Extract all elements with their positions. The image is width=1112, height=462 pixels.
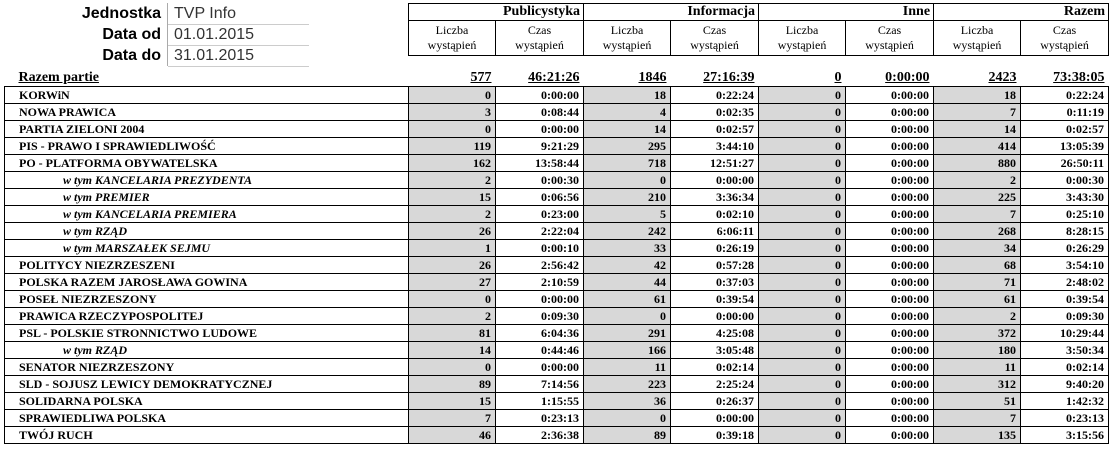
table-cell: 577	[470, 70, 492, 85]
party-name: TWÓJ RUCH	[5, 427, 409, 444]
table-row	[5, 121, 1109, 138]
table-cell: 8:28:15	[1021, 223, 1109, 240]
table-cell: 0:00:00	[671, 308, 759, 325]
party-name: SENATOR NIEZRZESZONY	[5, 359, 409, 376]
table-cell: 162	[409, 155, 496, 172]
table-cell: 2	[934, 308, 1021, 325]
table-cell: 0:02:57	[671, 121, 759, 138]
party-name: Razem partie	[18, 70, 99, 85]
table-cell: 71	[934, 274, 1021, 291]
meta-row-date-from	[4, 24, 309, 45]
table-cell: 718	[584, 155, 671, 172]
party-name: w tym PREMIER	[5, 189, 409, 206]
table-cell: 2:48:02	[1021, 274, 1109, 291]
sub-header-line: Czas	[702, 23, 727, 37]
table-cell: 180	[934, 342, 1021, 359]
sub-header	[496, 21, 584, 56]
table-cell: 2	[409, 206, 496, 223]
table-row	[5, 410, 1109, 427]
party-name: PO - PLATFORMA OBYWATELSKA	[5, 155, 409, 172]
table-cell: 0:00:00	[671, 172, 759, 189]
table-cell: 3:54:10	[1021, 257, 1109, 274]
table-cell: 0:00:00	[846, 291, 934, 308]
table-cell: 3:50:34	[1021, 342, 1109, 359]
table-cell: 0	[759, 393, 846, 410]
party-name: KORWiN	[5, 87, 409, 104]
table-cell: 0	[584, 308, 671, 325]
table-cell: 0	[759, 240, 846, 257]
table-cell: 0	[409, 121, 496, 138]
table-row	[5, 325, 1109, 342]
table-row	[5, 257, 1109, 274]
table-cell: 0:23:13	[1021, 410, 1109, 427]
party-name: w tym KANCELARIA PREMIERA	[5, 206, 409, 223]
table-cell: 0:00:00	[846, 308, 934, 325]
total-row	[5, 68, 1109, 87]
table-cell: 11	[584, 359, 671, 376]
table-cell: 414	[934, 138, 1021, 155]
sub-row	[5, 240, 1109, 257]
table-cell: 0	[584, 172, 671, 189]
meta-value: 01.01.2015	[168, 24, 309, 46]
table-cell: 3	[409, 104, 496, 121]
table-cell: 0:00:00	[846, 240, 934, 257]
table-row	[5, 308, 1109, 325]
table-cell: 0	[759, 410, 846, 427]
table-cell: 68	[934, 257, 1021, 274]
table-cell: 6:06:11	[671, 223, 759, 240]
table-cell: 0:25:10	[1021, 206, 1109, 223]
table-cell: 27	[409, 274, 496, 291]
group-header: Informacja	[584, 4, 759, 21]
table-cell: 0:00:10	[496, 240, 584, 257]
sub-header-line: Liczba	[785, 23, 819, 37]
table-cell: 14	[584, 121, 671, 138]
sub-header-line: Liczba	[960, 23, 994, 37]
meta-label: Data od	[4, 24, 168, 45]
table-cell: 0:00:00	[846, 376, 934, 393]
table-cell: 26	[409, 223, 496, 240]
table-cell: 223	[584, 376, 671, 393]
table-cell: 2:36:38	[496, 427, 584, 444]
table-cell: 2	[409, 308, 496, 325]
table-cell: 61	[584, 291, 671, 308]
table-cell: 0:22:24	[1021, 87, 1109, 104]
group-header: Razem	[934, 4, 1109, 21]
party-name: PRAWICA RZECZYPOSPOLITEJ	[5, 308, 409, 325]
table-cell: 0:00:00	[846, 206, 934, 223]
table-row	[5, 427, 1109, 444]
table-cell: 3:15:56	[1021, 427, 1109, 444]
table-cell: 7	[934, 410, 1021, 427]
report-meta	[4, 3, 309, 66]
table-row	[5, 376, 1109, 393]
sub-row	[5, 206, 1109, 223]
party-name: PIS - PRAWO I SPRAWIEDLIWOŚĆ	[5, 138, 409, 155]
table-cell: 12:51:27	[671, 155, 759, 172]
sub-header-line: wystąpień	[865, 38, 914, 52]
table-cell: 7:14:56	[496, 376, 584, 393]
column-header	[408, 3, 1109, 56]
table-row	[5, 138, 1109, 155]
table-cell: 0	[759, 257, 846, 274]
table-cell: 0:00:00	[846, 342, 934, 359]
table-cell: 0:09:30	[1021, 308, 1109, 325]
table-cell: 46	[409, 427, 496, 444]
table-cell: 36	[584, 393, 671, 410]
table-cell: 44	[584, 274, 671, 291]
table-cell: 2	[409, 172, 496, 189]
sub-header	[1021, 21, 1109, 56]
table-cell: 0	[759, 206, 846, 223]
table-cell: 10:29:44	[1021, 325, 1109, 342]
table-cell: 0	[759, 104, 846, 121]
table-cell: 0:00:00	[846, 189, 934, 206]
table-cell: 3:05:48	[671, 342, 759, 359]
table-cell: 0:00:00	[846, 427, 934, 444]
party-name: PARTIA ZIELONI 2004	[5, 121, 409, 138]
table-cell: 9:21:29	[496, 138, 584, 155]
table-cell: 14	[409, 342, 496, 359]
table-cell: 0:00:00	[846, 172, 934, 189]
table-cell: 46:21:26	[528, 70, 580, 85]
table-cell: 14	[934, 121, 1021, 138]
table-cell: 34	[934, 240, 1021, 257]
table-cell: 0	[759, 342, 846, 359]
sub-header-line: Czas	[877, 23, 902, 37]
table-cell: 0:02:35	[671, 104, 759, 121]
party-name: POSEŁ NIEZRZESZONY	[5, 291, 409, 308]
meta-label: Data do	[4, 45, 168, 66]
table-cell: 0:00:00	[671, 410, 759, 427]
sub-header-line: wystąpień	[1040, 38, 1089, 52]
sub-header-line: wystąpień	[515, 38, 564, 52]
table-cell: 2	[934, 172, 1021, 189]
table-row	[5, 393, 1109, 410]
sub-header-line: wystąpień	[777, 38, 827, 52]
sub-header	[759, 21, 846, 56]
table-cell: 0:39:18	[671, 427, 759, 444]
meta-label: Jednostka	[4, 3, 168, 24]
sub-header-row	[409, 21, 1109, 56]
table-cell: 0	[759, 274, 846, 291]
table-cell: 372	[934, 325, 1021, 342]
table-cell: 3:43:30	[1021, 189, 1109, 206]
table-cell: 0	[759, 359, 846, 376]
table-cell: 0:00:00	[496, 291, 584, 308]
table-cell: 225	[934, 189, 1021, 206]
party-name: PSL - POLSKIE STRONNICTWO LUDOWE	[5, 325, 409, 342]
table-cell: 210	[584, 189, 671, 206]
table-cell: 0:09:30	[496, 308, 584, 325]
table-cell: 0	[759, 121, 846, 138]
sub-header	[671, 21, 759, 56]
table-cell: 0	[759, 189, 846, 206]
party-name: POLSKA RAZEM JAROSŁAWA GOWINA	[5, 274, 409, 291]
sub-row	[5, 342, 1109, 359]
table-row	[5, 155, 1109, 172]
table-cell: 2:22:04	[496, 223, 584, 240]
table-cell: 15	[409, 189, 496, 206]
table-cell: 291	[584, 325, 671, 342]
party-name: SPRAWIEDLIWA POLSKA	[5, 410, 409, 427]
table-cell: 2:25:24	[671, 376, 759, 393]
table-cell: 0:08:44	[496, 104, 584, 121]
table-cell: 0:26:37	[671, 393, 759, 410]
sub-row	[5, 172, 1109, 189]
table-cell: 0:39:54	[1021, 291, 1109, 308]
table-cell: 0:11:19	[1021, 104, 1109, 121]
party-name: w tym KANCELARIA PREZYDENTA	[5, 172, 409, 189]
table-cell: 1:15:55	[496, 393, 584, 410]
table-cell: 7	[934, 104, 1021, 121]
table-cell: 0	[759, 325, 846, 342]
table-cell: 0	[409, 87, 496, 104]
meta-row-date-to	[4, 45, 309, 66]
party-name: SOLIDARNA POLSKA	[5, 393, 409, 410]
meta-row-unit	[4, 3, 309, 24]
sub-header-line: Czas	[1052, 23, 1077, 37]
table-cell: 0:00:00	[846, 257, 934, 274]
table-cell: 26:50:11	[1021, 155, 1109, 172]
table-cell: 880	[934, 155, 1021, 172]
sub-row	[5, 223, 1109, 240]
table-cell: 0	[759, 138, 846, 155]
table-cell: 0	[759, 291, 846, 308]
data-table	[4, 68, 1109, 444]
table-cell: 0:00:00	[846, 325, 934, 342]
table-cell: 0	[409, 291, 496, 308]
table-cell: 0:00:00	[846, 104, 934, 121]
table-cell: 242	[584, 223, 671, 240]
meta-value: TVP Info	[168, 3, 309, 25]
table-cell: 312	[934, 376, 1021, 393]
table-cell: 11	[934, 359, 1021, 376]
table-cell: 15	[409, 393, 496, 410]
table-cell: 2:10:59	[496, 274, 584, 291]
group-header-row	[409, 4, 1109, 21]
table-cell: 4	[584, 104, 671, 121]
table-cell: 0:00:00	[496, 359, 584, 376]
table-cell: 4:25:08	[671, 325, 759, 342]
party-name: w tym MARSZAŁEK SEJMU	[5, 240, 409, 257]
table-cell: 5	[584, 206, 671, 223]
table-cell: 0:00:30	[1021, 172, 1109, 189]
table-cell: 18	[934, 87, 1021, 104]
sub-header	[584, 21, 671, 56]
table-cell: 0:02:57	[1021, 121, 1109, 138]
group-header: Publicystyka	[409, 4, 584, 21]
table-cell: 51	[934, 393, 1021, 410]
sub-header-line: wystąpień	[602, 38, 652, 52]
table-cell: 89	[409, 376, 496, 393]
table-cell: 0:37:03	[671, 274, 759, 291]
table-cell: 0:00:00	[846, 155, 934, 172]
table-cell: 3:36:34	[671, 189, 759, 206]
table-cell: 0	[759, 223, 846, 240]
party-name: w tym RZĄD	[5, 342, 409, 359]
sub-header-line: wystąpień	[690, 38, 739, 52]
table-cell: 0:23:13	[496, 410, 584, 427]
table-cell: 0:00:00	[846, 87, 934, 104]
sub-header-line: Liczba	[610, 23, 644, 37]
table-cell: 0	[834, 70, 842, 85]
table-cell: 13:58:44	[496, 155, 584, 172]
meta-value: 31.01.2015	[168, 45, 309, 67]
table-cell: 0:00:00	[846, 274, 934, 291]
table-cell: 0	[759, 87, 846, 104]
sub-header	[846, 21, 934, 56]
table-cell: 73:38:05	[1053, 70, 1105, 85]
table-cell: 0:02:10	[671, 206, 759, 223]
table-cell: 61	[934, 291, 1021, 308]
table-cell: 135	[934, 427, 1021, 444]
table-cell: 0:00:00	[846, 359, 934, 376]
table-cell: 33	[584, 240, 671, 257]
table-cell: 0:22:24	[671, 87, 759, 104]
table-cell: 0:26:19	[671, 240, 759, 257]
table-cell: 9:40:20	[1021, 376, 1109, 393]
table-cell: 0:00:00	[846, 121, 934, 138]
table-cell: 0	[584, 410, 671, 427]
sub-header-line: Czas	[527, 23, 552, 37]
table-cell: 1:42:32	[1021, 393, 1109, 410]
table-cell: 89	[584, 427, 671, 444]
table-cell: 0	[759, 172, 846, 189]
sub-header-line: wystąpień	[952, 38, 1002, 52]
table-cell: 0:39:54	[671, 291, 759, 308]
table-row	[5, 291, 1109, 308]
table-cell: 7	[409, 410, 496, 427]
table-cell: 0	[759, 308, 846, 325]
table-cell: 1846	[638, 70, 667, 85]
table-cell: 0:00:00	[846, 410, 934, 427]
table-cell: 0	[759, 155, 846, 172]
table-cell: 0:00:00	[885, 70, 930, 85]
table-cell: 0:44:46	[496, 342, 584, 359]
table-cell: 0:06:56	[496, 189, 584, 206]
table-cell: 18	[584, 87, 671, 104]
table-cell: 0	[759, 427, 846, 444]
party-name: SLD - SOJUSZ LEWICY DEMOKRATYCZNEJ	[5, 376, 409, 393]
table-cell: 0:00:00	[846, 393, 934, 410]
table-cell: 0:57:28	[671, 257, 759, 274]
table-cell: 1	[409, 240, 496, 257]
table-cell: 26	[409, 257, 496, 274]
table-cell: 0:26:29	[1021, 240, 1109, 257]
table-cell: 268	[934, 223, 1021, 240]
sub-header-line: Liczba	[435, 23, 469, 37]
group-header: Inne	[759, 4, 934, 21]
table-cell: 0:02:14	[1021, 359, 1109, 376]
table-cell: 119	[409, 138, 496, 155]
party-name: NOWA PRAWICA	[5, 104, 409, 121]
table-cell: 6:04:36	[496, 325, 584, 342]
table-cell: 2423	[988, 70, 1017, 85]
sub-header	[934, 21, 1021, 56]
table-row	[5, 87, 1109, 104]
party-name: w tym RZĄD	[5, 223, 409, 240]
table-cell: 0:00:00	[846, 138, 934, 155]
sub-header	[409, 21, 496, 56]
table-cell: 0:00:00	[496, 121, 584, 138]
sub-header-line: wystąpień	[427, 38, 477, 52]
table-cell: 42	[584, 257, 671, 274]
table-cell: 0:02:14	[671, 359, 759, 376]
table-cell: 27:16:39	[703, 70, 755, 85]
table-cell: 7	[934, 206, 1021, 223]
table-cell: 0:00:00	[846, 223, 934, 240]
table-cell: 13:05:39	[1021, 138, 1109, 155]
table-row	[5, 274, 1109, 291]
table-cell: 0	[409, 359, 496, 376]
table-cell: 0	[759, 376, 846, 393]
table-row	[5, 359, 1109, 376]
party-name: POLITYCY NIEZRZESZENI	[5, 257, 409, 274]
table-cell: 295	[584, 138, 671, 155]
table-cell: 0:00:00	[496, 87, 584, 104]
table-row	[5, 104, 1109, 121]
table-cell: 0:23:00	[496, 206, 584, 223]
sub-row	[5, 189, 1109, 206]
table-cell: 0:00:30	[496, 172, 584, 189]
table-cell: 3:44:10	[671, 138, 759, 155]
table-cell: 81	[409, 325, 496, 342]
table-cell: 166	[584, 342, 671, 359]
table-cell: 2:56:42	[496, 257, 584, 274]
